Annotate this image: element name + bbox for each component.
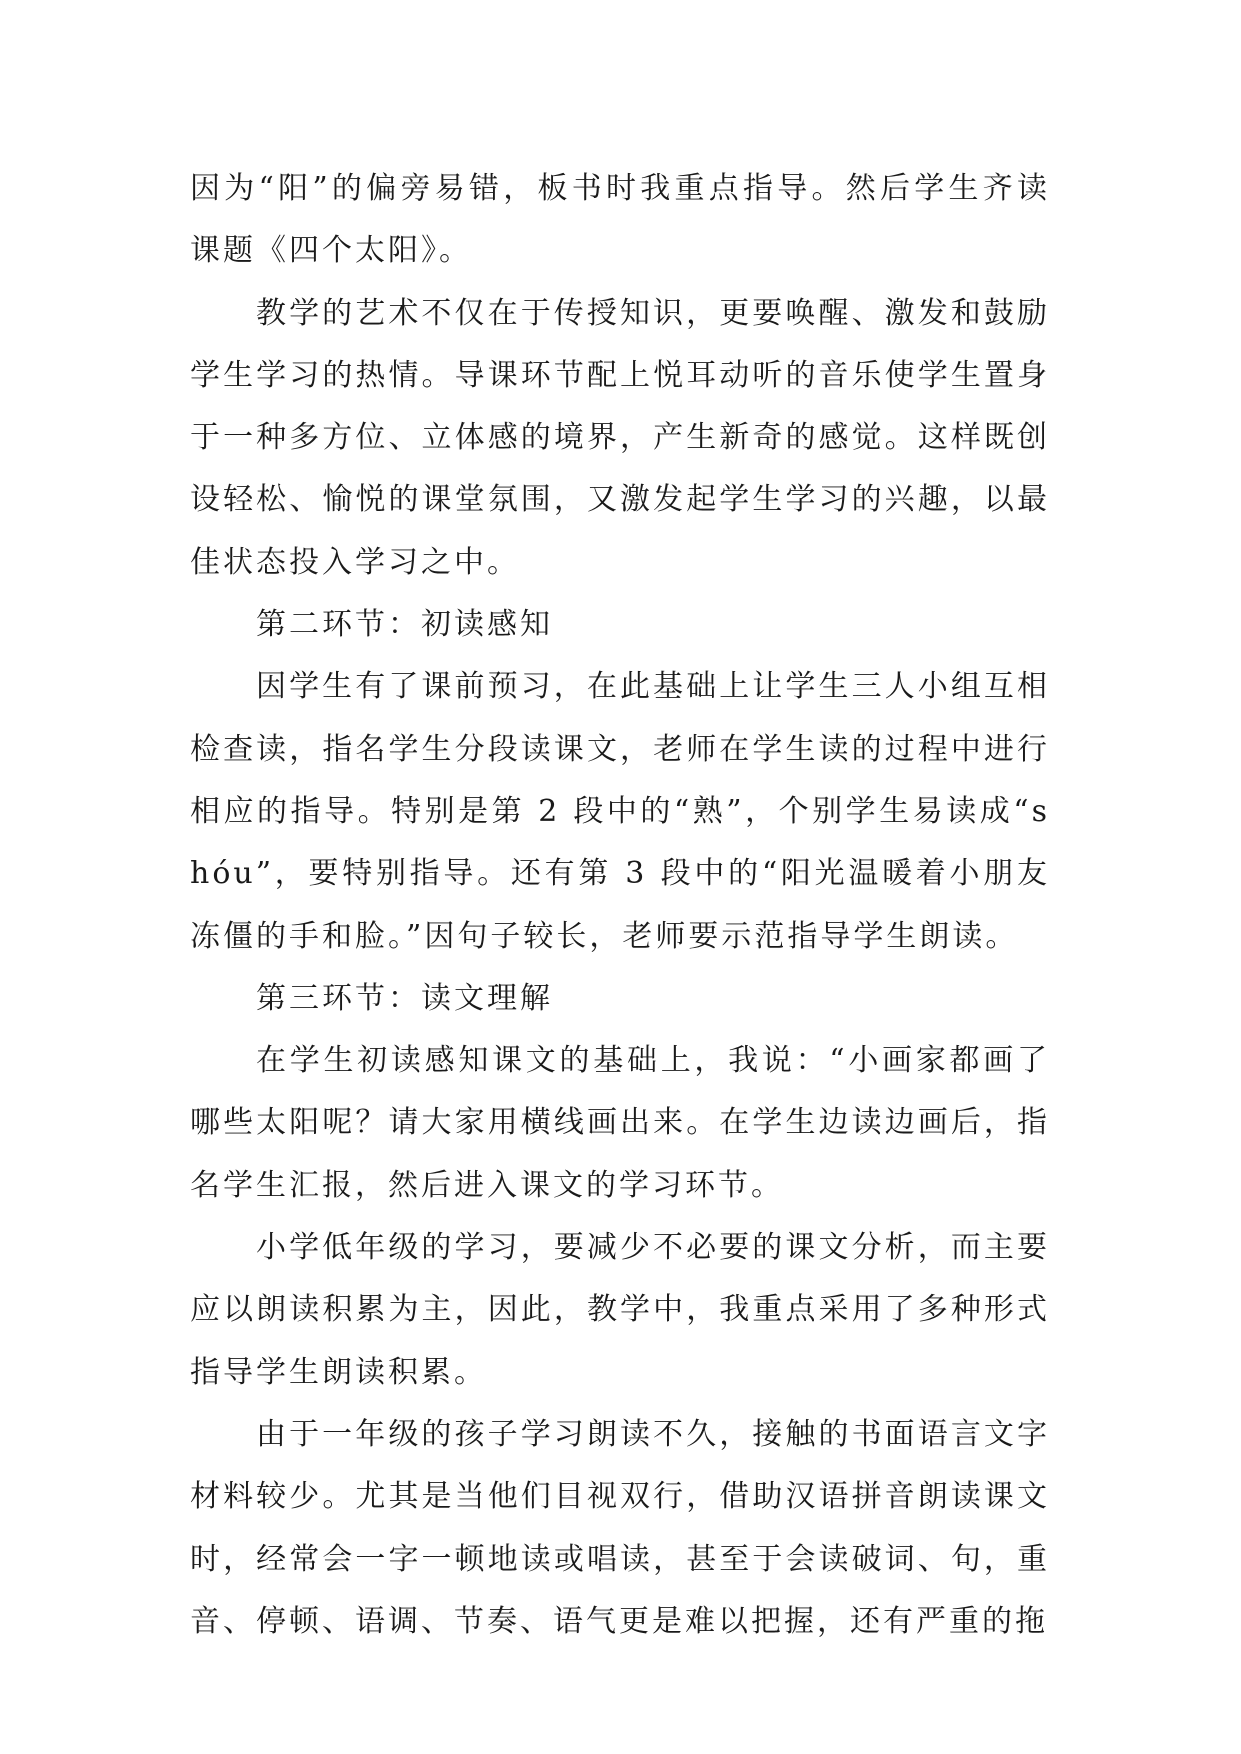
- section-heading-2: 第二环节：初读感知: [256, 607, 553, 643]
- paragraph-1: 因为“阳”的偏旁易错，板书时我重点指导。然后学生齐读课题《四个太阳》。: [190, 171, 1050, 269]
- paragraph-2: 教学的艺术不仅在于传授知识，更要唤醒、激发和鼓励学生学习的热情。导课环节配上悦耳动听的音乐使学生置身于一种多方位、立体感的境界，产生新奇的感觉。这样既创设轻松、愉悦的课堂氛围，又激发起学生学习的兴趣，以最佳状态投入学习之中。: [190, 295, 1050, 580]
- paragraph-3: 因学生有了课前预习，在此基础上让学生三人小组互相检查读，指名学生分段读课文，老师在学生读的过程中进行相应的指导。特别是第 2 段中的“熟”，个别学生易读成“shóu”，要特别指导。还有第 3 段中的“阳光温暖着小朋友冻僵的手和脸。”因句子较长，老师要示范指导学生朗读。: [190, 669, 1050, 954]
- section-heading-3: 第三环节：读文理解: [256, 980, 553, 1016]
- document-body: [190, 158, 1050, 1653]
- paragraph-5: 小学低年级的学习，要减少不必要的课文分析，而主要应以朗读积累为主，因此，教学中，我重点采用了多种形式指导学生朗读积累。: [190, 1230, 1050, 1390]
- paragraph-6: 由于一年级的孩子学习朗读不久，接触的书面语言文字材料较少。尤其是当他们目视双行，借助汉语拼音朗读课文时，经常会一字一顿地读或唱读，甚至于会读破词、句，重音、停顿、语调、节奏、语气更是难以把握，还有严重的拖: [190, 1416, 1050, 1639]
- paragraph-4: 在学生初读感知课文的基础上，我说：“小画家都画了哪些太阳呢？请大家用横线画出来。在学生边读边画后，指名学生汇报，然后进入课文的学习环节。: [190, 1043, 1050, 1203]
